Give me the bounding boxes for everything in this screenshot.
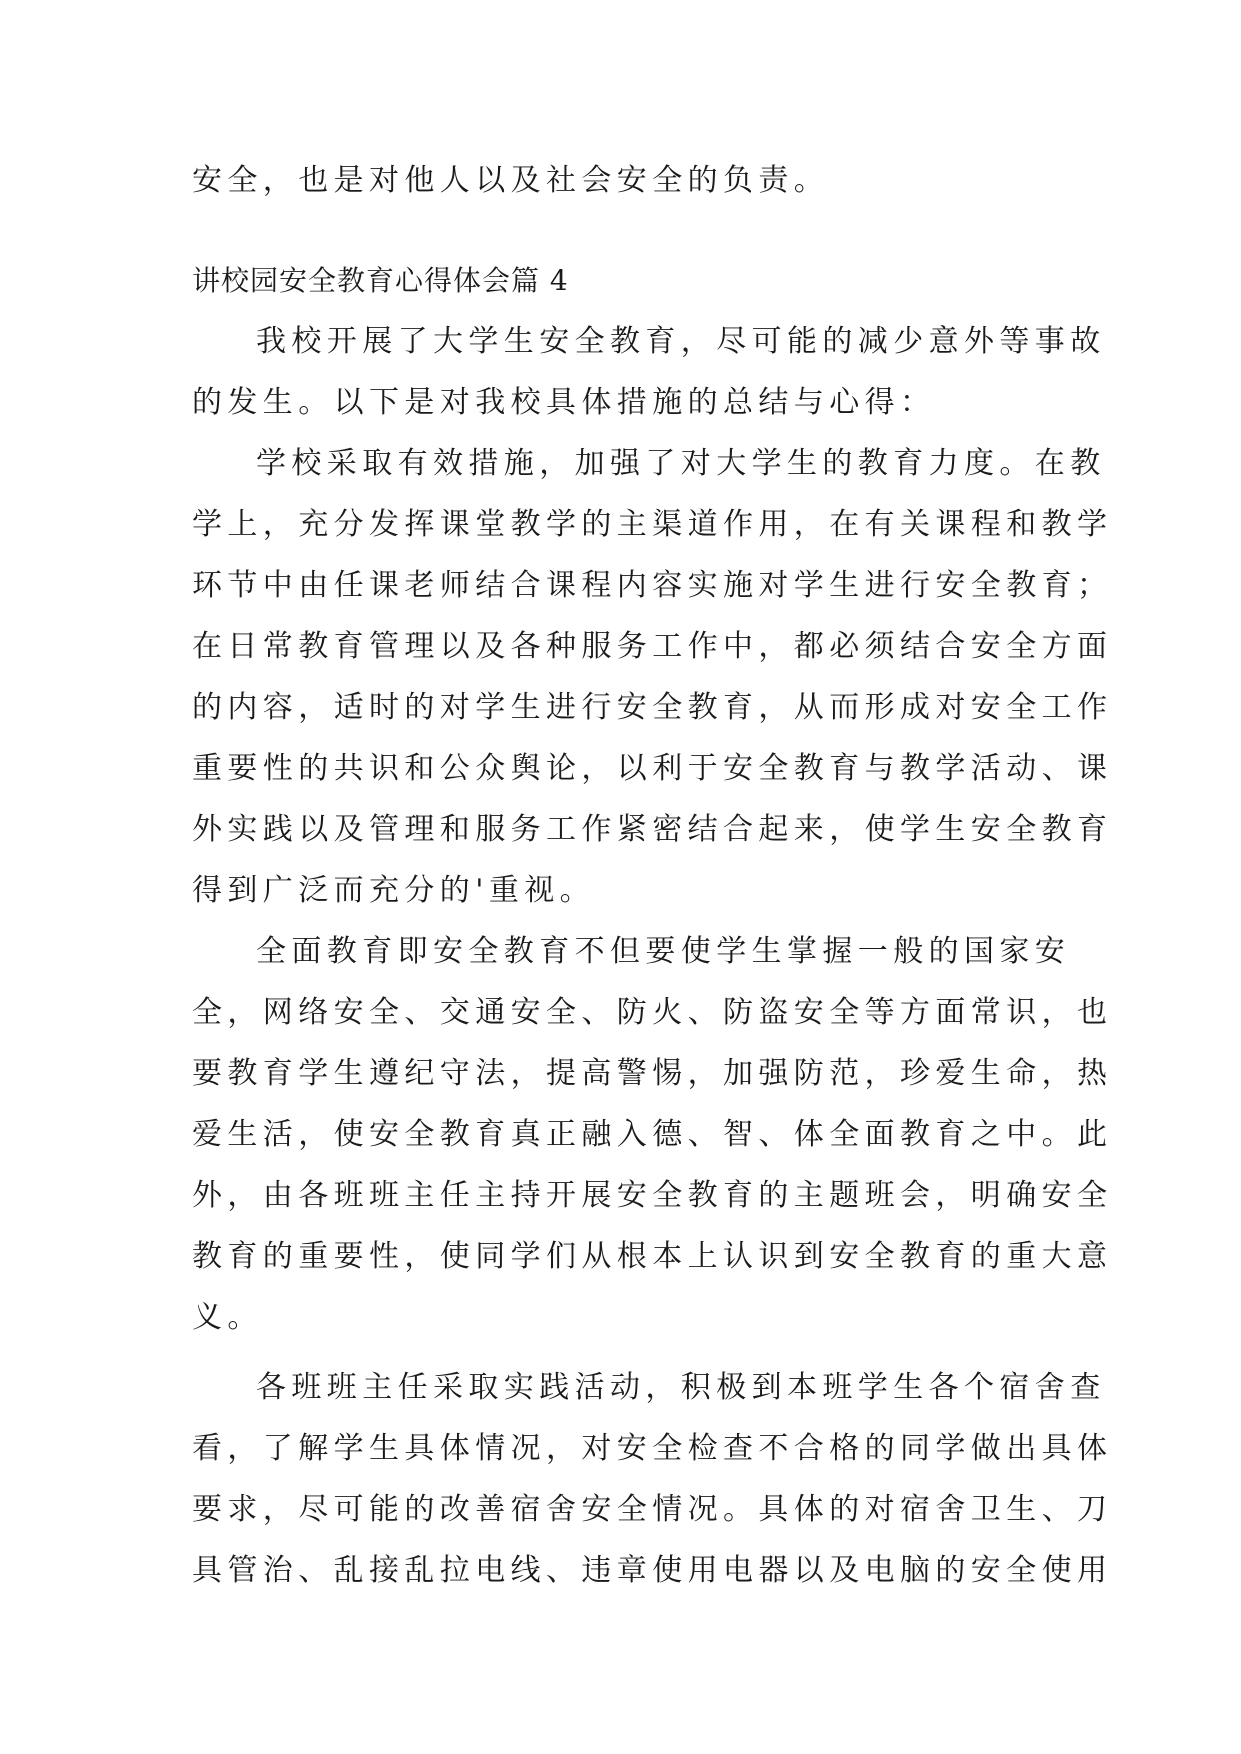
paragraph-line: 学校采取有效措施，加强了对大学生的教育力度。在教 <box>256 446 1106 481</box>
paragraph-line: 在日常教育管理以及各种服务工作中，都必须结合安全方面 <box>192 629 1113 664</box>
paragraph-line: 外，由各班班主任主持开展安全教育的主题班会，明确安全 <box>192 1178 1113 1213</box>
paragraph-line: 爱生活，使安全教育真正融入德、智、体全面教育之中。此 <box>192 1117 1113 1152</box>
paragraph-line: 要教育学生遵纪守法，提高警惕，加强防范，珍爱生命，热 <box>192 1056 1113 1091</box>
paragraph-line: 具管治、乱接乱拉电线、违章使用电器以及电脑的安全使用 <box>192 1553 1113 1588</box>
paragraph-line: 重要性的共识和公众舆论，以利于安全教育与教学活动、课 <box>192 751 1113 786</box>
paragraph-line: 各班班主任采取实践活动，积极到本班学生各个宿舍查 <box>256 1370 1106 1405</box>
paragraph-line: 教育的重要性，使同学们从根本上认识到安全教育的重大意 <box>192 1239 1113 1274</box>
section-heading: 讲校园安全教育心得体会篇 4 <box>192 264 569 297</box>
paragraph-line: 义。 <box>192 1300 263 1335</box>
paragraph-line: 看，了解学生具体情况，对安全检查不合格的同学做出具体 <box>192 1431 1113 1466</box>
paragraph-line: 得到广泛而充分的'重视。 <box>192 873 596 908</box>
paragraph-line: 环节中由任课老师结合课程内容实施对学生进行安全教育； <box>192 568 1113 603</box>
previous-section-ending: 安全，也是对他人以及社会安全的负责。 <box>192 163 830 198</box>
paragraph-line: 全面教育即安全教育不但要使学生掌握一般的国家安 <box>256 934 1071 969</box>
paragraph-line: 要求，尽可能的改善宿舍安全情况。具体的对宿舍卫生、刀 <box>192 1492 1113 1527</box>
paragraph-line: 外实践以及管理和服务工作紧密结合起来，使学生安全教育 <box>192 812 1113 847</box>
paragraph-school-measures <box>192 433 1113 921</box>
document-body <box>192 150 1113 1601</box>
paragraph-line: 全，网络安全、交通安全、防火、防盗安全等方面常识，也 <box>192 995 1113 1030</box>
paragraph-line: 我校开展了大学生安全教育，尽可能的减少意外等事故 <box>256 324 1106 359</box>
paragraph-comprehensive-education <box>192 921 1113 1348</box>
paragraph-dormitory-inspection <box>192 1357 1113 1601</box>
paragraph-line: 学上，充分发挥课堂教学的主渠道作用，在有关课程和教学 <box>192 507 1113 542</box>
paragraph-line: 的发生。以下是对我校具体措施的总结与心得： <box>192 385 936 420</box>
paragraph-intro <box>192 311 1106 433</box>
paragraph-line: 的内容，适时的对学生进行安全教育，从而形成对安全工作 <box>192 690 1113 725</box>
